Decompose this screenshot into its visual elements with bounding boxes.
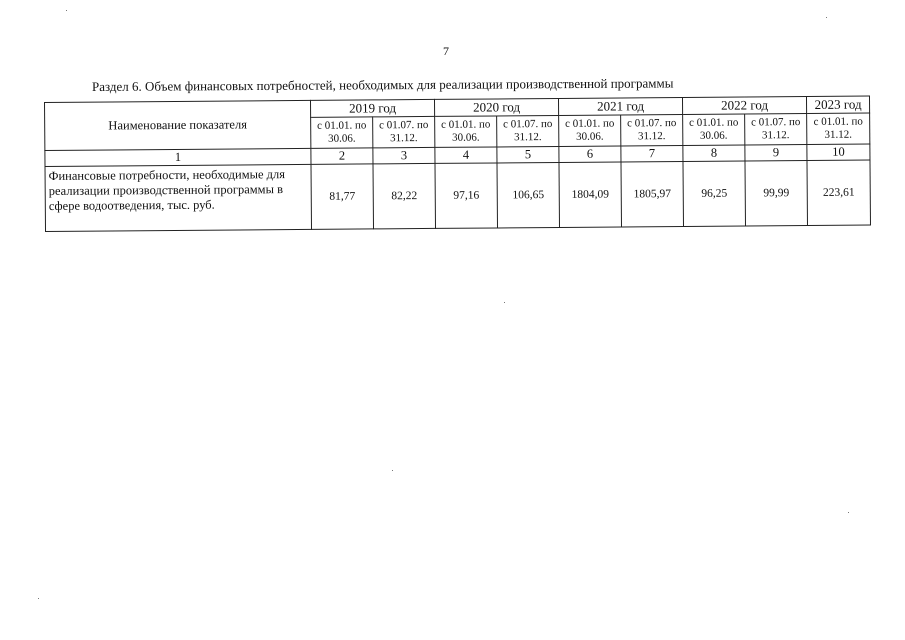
period-header: с 01.07. по 31.12.	[373, 116, 435, 147]
year-header-2019: 2019 год	[310, 99, 434, 117]
value-cell: 1805,97	[621, 161, 684, 226]
column-number: 7	[621, 145, 683, 161]
column-number: 9	[745, 145, 807, 161]
column-number: 2	[311, 148, 373, 164]
value-cell: 81,77	[311, 164, 374, 229]
column-number: 4	[435, 147, 497, 163]
year-header-2020: 2020 год	[434, 98, 558, 116]
scan-speck	[66, 10, 67, 11]
column-number: 3	[373, 147, 435, 163]
value-cell: 1804,09	[559, 162, 622, 227]
column-number: 6	[559, 146, 621, 162]
financial-needs-table-wrap	[44, 96, 870, 232]
scan-speck	[848, 512, 849, 513]
period-header: с 01.01. по 30.06.	[559, 115, 621, 146]
year-header-2021: 2021 год	[558, 97, 682, 115]
period-header: с 01.01. по 30.06.	[683, 114, 745, 145]
page-number: 7	[443, 44, 449, 58]
scan-speck	[826, 17, 827, 18]
scan-speck	[38, 598, 39, 599]
period-header: с 01.01. по 30.06.	[311, 117, 373, 148]
period-header: с 01.01. по 31.12.	[807, 113, 870, 144]
value-cell: 106,65	[497, 162, 560, 227]
section-title: Раздел 6. Объем финансовых потребностей, необходимых для реализации производственной программы	[91, 75, 674, 94]
indicator-name-header: Наименование показателя	[45, 100, 311, 150]
scan-speck	[392, 470, 393, 471]
row-label: Финансовые потребности, необходимые для реализации производственной программы в сфере водоотведения, тыс. руб.	[45, 164, 312, 231]
value-cell: 223,61	[807, 160, 871, 225]
column-number: 5	[497, 146, 559, 162]
value-cell: 96,25	[683, 161, 746, 226]
value-cell: 82,22	[373, 163, 436, 228]
period-header: с 01.07. по 31.12.	[745, 114, 807, 145]
financial-needs-table	[44, 96, 871, 232]
scan-speck	[504, 302, 505, 303]
value-cell: 97,16	[435, 163, 498, 228]
table-row	[45, 160, 870, 231]
column-number: 8	[683, 145, 745, 161]
value-cell: 99,99	[745, 161, 808, 226]
period-header: с 01.01. по 30.06.	[435, 116, 497, 147]
period-header: с 01.07. по 31.12.	[621, 114, 683, 145]
year-header-2022: 2022 год	[682, 97, 806, 115]
year-header-2023: 2023 год	[806, 96, 869, 113]
column-number: 1	[45, 148, 311, 166]
column-number: 10	[807, 144, 870, 160]
period-header: с 01.07. по 31.12.	[497, 115, 559, 146]
